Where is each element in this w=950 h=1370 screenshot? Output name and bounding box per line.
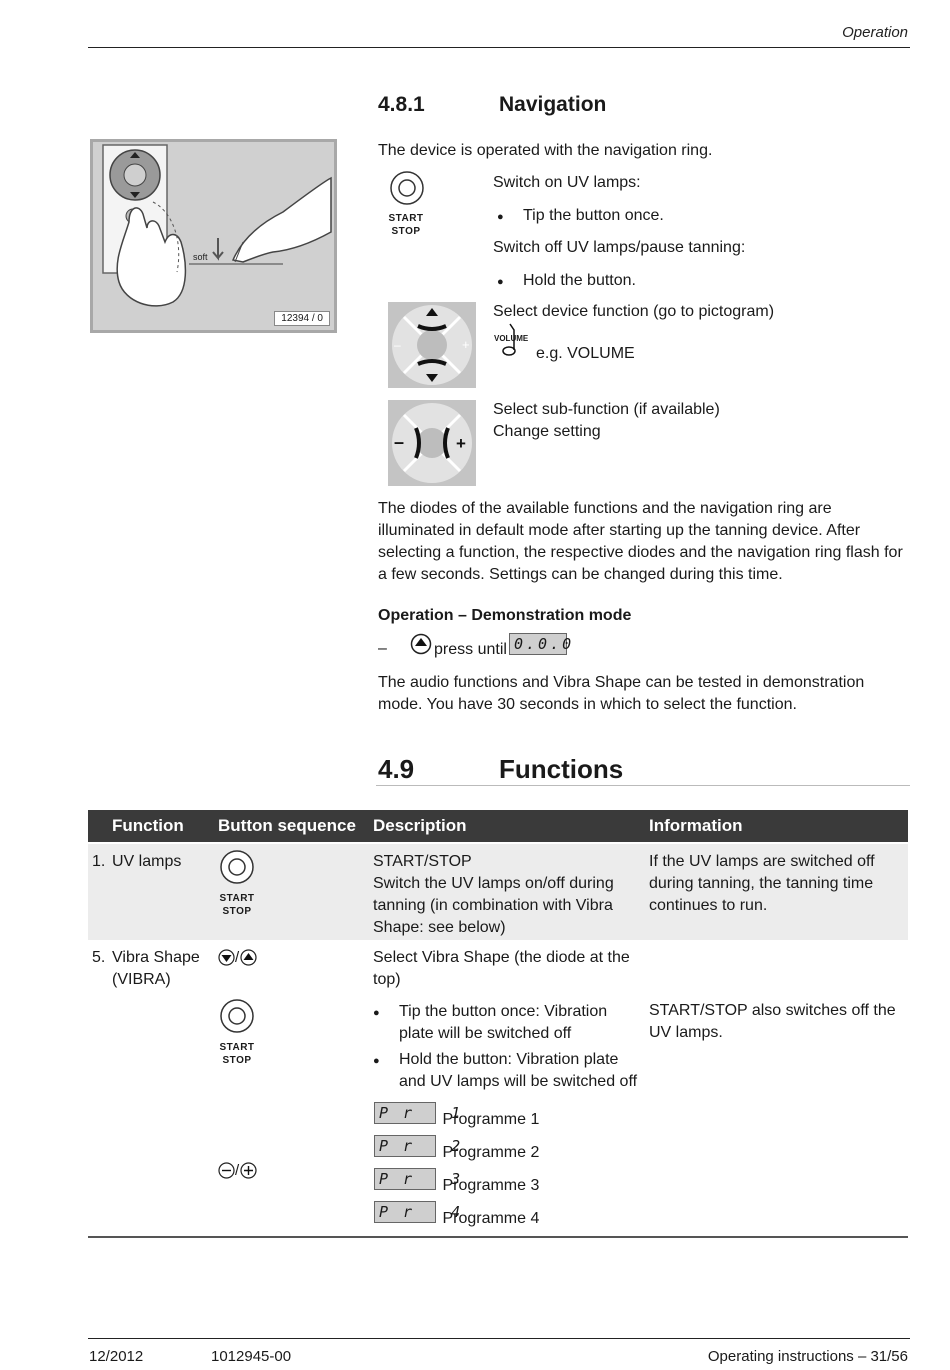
programme-row	[374, 1168, 539, 1196]
row-index: 1.	[92, 853, 106, 870]
section-rule	[376, 785, 910, 786]
section-number: 4.8.1	[378, 93, 425, 116]
plus-icon	[240, 1162, 257, 1179]
switch-off-text: Switch off UV lamps/pause tanning:	[493, 239, 746, 256]
down-up-buttons	[218, 949, 258, 969]
footer-rule	[88, 1338, 910, 1339]
demo-paragraph: The audio functions and Vibra Shape can be tested in demonstration mode. You have 30 seconds in which to select the function.	[378, 674, 865, 713]
running-header: Operation	[842, 24, 908, 41]
section-number: 4.9	[378, 754, 415, 784]
programme-label: Programme 3	[442, 1177, 540, 1195]
select-function-text: Select device function (go to pictogram)	[493, 303, 775, 320]
programme-row	[374, 1201, 539, 1229]
eg-volume-text: e.g. VOLUME	[536, 345, 635, 362]
slash: /	[235, 949, 240, 966]
footer-date: 12/2012	[89, 1348, 144, 1365]
row-function: Vibra Shape (VIBRA)	[112, 949, 200, 988]
up-arrow-icon	[240, 949, 257, 966]
programme-row	[374, 1135, 539, 1163]
programme-row	[374, 1102, 539, 1130]
start-label: START	[388, 213, 424, 224]
row-index: 5.	[92, 949, 106, 966]
row-function: UV lamps	[112, 853, 182, 870]
programme-display: P r 3	[374, 1168, 436, 1190]
select-sub-text: Select sub-function (if available)	[493, 401, 720, 418]
slash: /	[235, 1162, 240, 1179]
start-label: START	[219, 893, 255, 904]
start-label: START	[219, 1042, 255, 1053]
svg-text:–: –	[394, 338, 401, 352]
navigation-ring-up-down-icon	[388, 302, 476, 388]
table-bottom-rule	[88, 1236, 908, 1238]
programme-display: P r 4	[374, 1201, 436, 1223]
stop-label: STOP	[222, 906, 252, 917]
start-stop-button-icon	[218, 999, 258, 1071]
demo-heading: Operation – Demonstration mode	[378, 607, 632, 624]
programme-display: P r 2	[374, 1135, 436, 1157]
press-until-text: press until	[434, 641, 507, 658]
row-information: START/STOP also switches off the UV lamps.	[649, 1002, 896, 1041]
switch-on-text: Switch on UV lamps:	[493, 174, 641, 191]
programme-display: P r 1	[374, 1102, 436, 1124]
footer-doc-number: 1012945-00	[211, 1348, 292, 1365]
footer-page: Operating instructions – 31/56	[707, 1348, 908, 1365]
minus-plus-buttons	[218, 1162, 258, 1182]
navigation-ring-left-right-icon	[388, 400, 476, 486]
figure-label: 12394 / 0	[274, 311, 330, 326]
header-description: Description	[373, 816, 467, 835]
hand-pressing-illustration	[93, 142, 334, 330]
row-information: If the UV lamps are switched off during tanning, the tanning time continues to run.	[649, 853, 875, 914]
row-description: START/STOP Switch the UV lamps on/off during tanning (in combination with Vibra Shape: see below)	[373, 853, 614, 936]
svg-text:+: +	[462, 337, 470, 352]
section-title: Functions	[499, 754, 624, 784]
minus-icon	[218, 1162, 235, 1179]
header-information: Information	[649, 816, 743, 835]
soft-label: soft	[193, 252, 208, 262]
hold-bullet: ● Hold the button.	[523, 270, 636, 292]
start-stop-button-icon	[218, 850, 258, 922]
programme-label: Programme 4	[442, 1210, 540, 1228]
header-button-sequence: Button sequence	[218, 816, 356, 835]
section-title: Navigation	[499, 93, 607, 116]
volume-pictogram	[494, 322, 534, 358]
up-arrow-button-icon	[410, 633, 432, 655]
vibra-bullet-tip: ● Tip the button once: Vibration plate will be switched off	[399, 1001, 642, 1045]
row-description: Select Vibra Shape (the diode at the top)	[373, 949, 630, 988]
stop-label: STOP	[391, 226, 421, 237]
demo-display	[509, 633, 575, 655]
volume-pictogram-label: VOLUME	[494, 334, 529, 343]
diodes-paragraph: The diodes of the available functions and the navigation ring are illuminated in default mode after starting up the tanning device. After selecting a function, the respective diodes and the navigation ring flash for a few seconds. Settings can be changed during this time.	[378, 500, 903, 583]
table-header	[88, 810, 908, 842]
tip-once-bullet: ● Tip the button once.	[523, 205, 664, 227]
change-setting-text: Change setting	[493, 423, 601, 440]
navigation-figure	[90, 139, 337, 333]
demo-display-value: 0.0.0	[509, 633, 567, 655]
svg-text:–: –	[394, 432, 405, 452]
programme-label: Programme 2	[442, 1144, 540, 1162]
header-function: Function	[112, 816, 184, 835]
svg-text:+: +	[456, 434, 466, 453]
stop-label: STOP	[222, 1055, 252, 1066]
down-arrow-icon	[218, 949, 235, 966]
vibra-bullet-hold: ● Hold the button: Vibration plate and UV lamps will be switched off	[399, 1049, 642, 1093]
intro-text: The device is operated with the navigation ring.	[378, 142, 713, 159]
programme-label: Programme 1	[442, 1111, 540, 1129]
demo-dash: –	[378, 640, 387, 657]
header-rule	[88, 47, 910, 48]
start-stop-button-icon	[388, 170, 428, 242]
